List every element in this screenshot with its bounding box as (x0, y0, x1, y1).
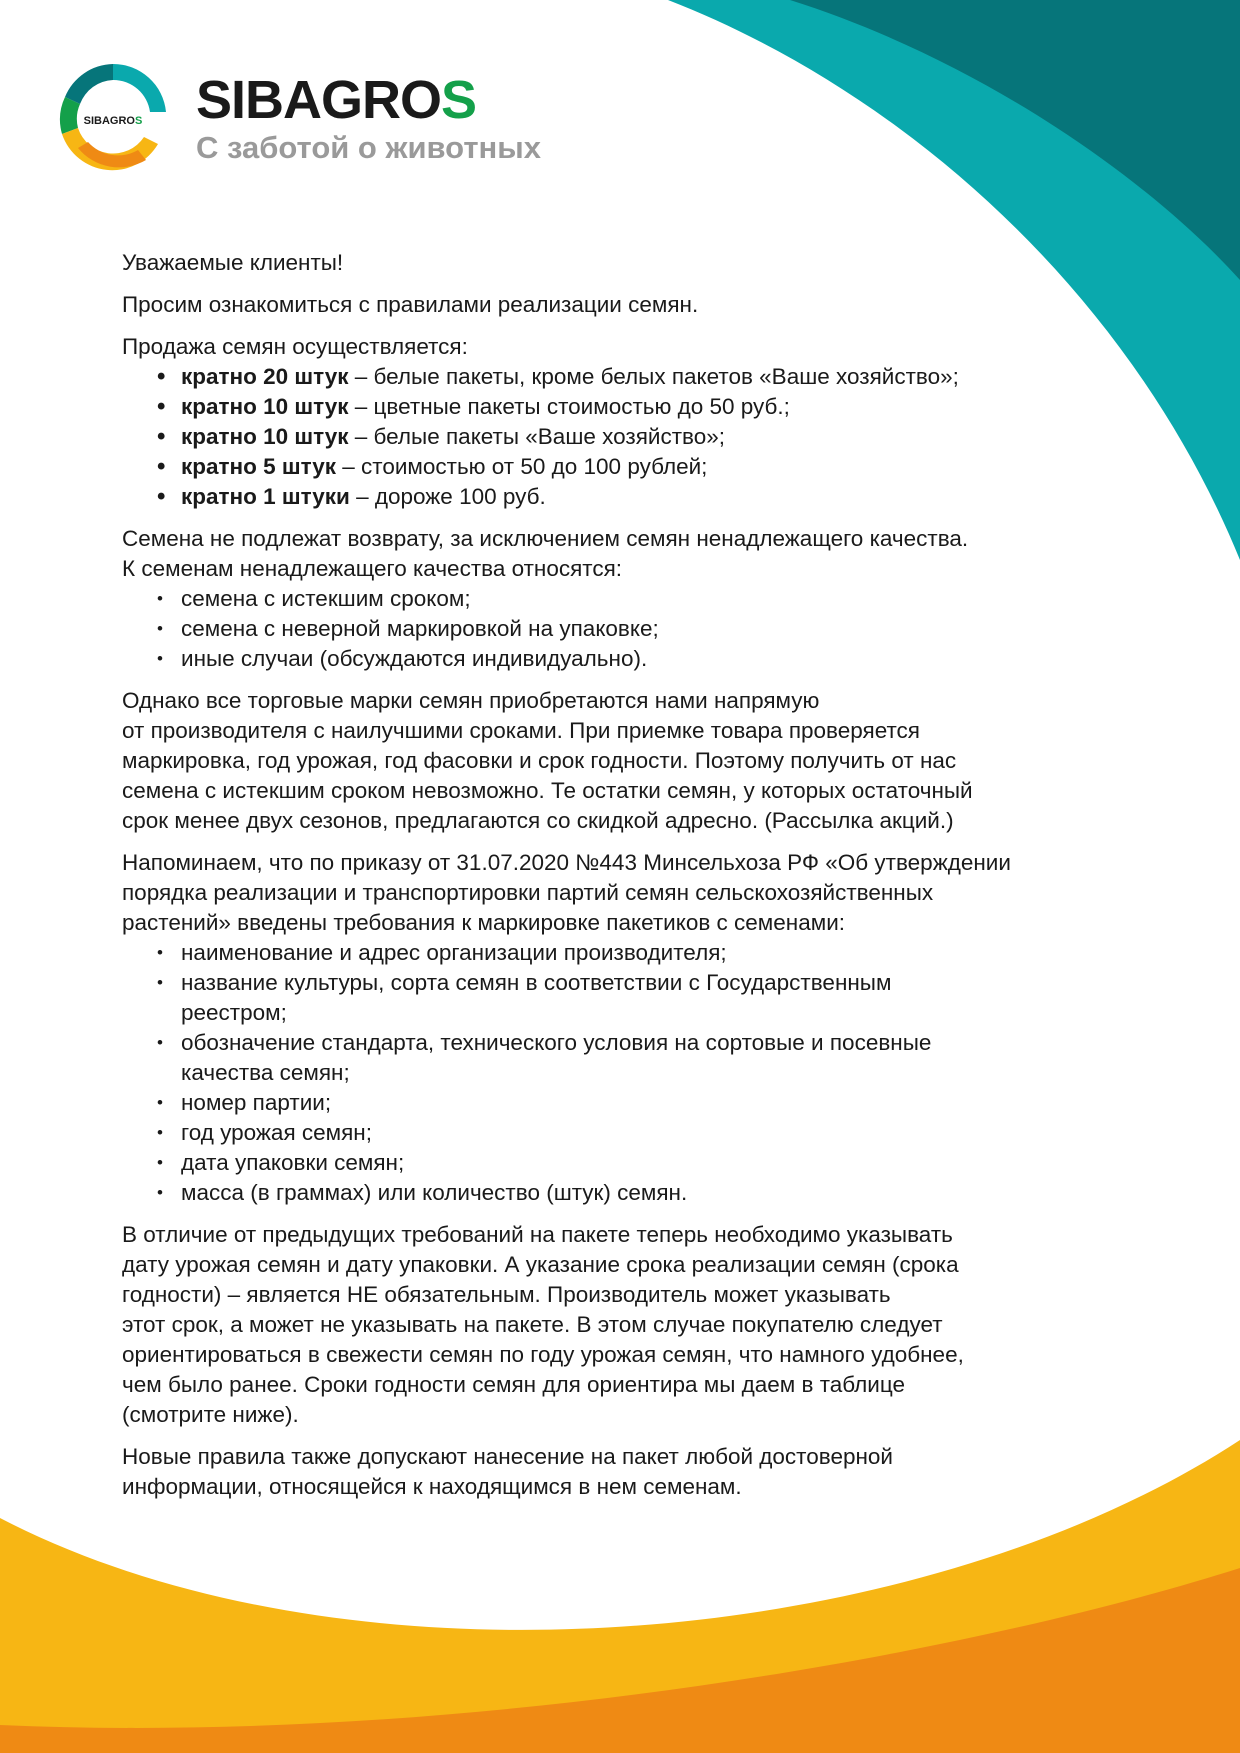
labeling-item: • номер партии; (181, 1088, 1122, 1118)
greeting: Уважаемые клиенты! (122, 250, 344, 275)
sale-rules-list (122, 362, 1122, 512)
svg-text:SIBAGROS (84, 115, 143, 127)
supply-line: семена с истекшим сроком невозможно. Те остатки семян, у которых остаточный (122, 778, 973, 803)
sale-rule-item (181, 362, 1122, 392)
intro-text: Просим ознакомиться с правилами реализации семян. (122, 292, 699, 317)
supply-line: маркировка, год урожая, год фасовки и срок годности. Поэтому получить от нас (122, 748, 957, 773)
brand-name (196, 70, 541, 130)
sale-rule-quantity: кратно 1 штуки (181, 484, 350, 509)
labeling-item: • наименование и адрес организации производителя; (181, 938, 1122, 968)
labeling-item: • масса (в граммах) или количество (штук) семян. (181, 1178, 1122, 1208)
sibagros-logo (58, 62, 168, 172)
new-rules-line: Новые правила также допускают нанесение на пакет любой достоверной (122, 1444, 893, 1469)
defect-list (122, 584, 1122, 674)
logo-text-main: SIBAGRO (83, 115, 135, 127)
labeling-item: • год урожая семян; (181, 1118, 1122, 1148)
sale-rule-quantity: кратно 20 штук (181, 364, 349, 389)
labeling-item-line: качества семян; (181, 1060, 350, 1085)
difference-line: В отличие от предыдущих требований на пакете теперь необходимо указывать (122, 1222, 953, 1247)
sale-rule-item (181, 422, 1122, 452)
brand-block (196, 70, 541, 166)
difference-line: ориентироваться в свежести семян по году урожая семян, что намного удобнее, (122, 1342, 964, 1367)
order-line: Напоминаем, что по приказу от 31.07.2020 №443 Минсельхоза РФ «Об утверждении (122, 850, 1011, 875)
labeling-item (181, 968, 1122, 1028)
difference-line: дату урожая семян и дату упаковки. А указание срока реализации семян (срока (122, 1252, 959, 1277)
supply-line: Однако все торговые марки семян приобретаются нами напрямую (122, 688, 820, 713)
supply-line: срок менее двух сезонов, предлагаются со скидкой адресно. (Рассылка акций.) (122, 808, 954, 833)
sale-heading: Продажа семян осуществляется: (122, 334, 468, 359)
sale-rule-quantity: кратно 5 штук (181, 454, 336, 479)
sale-rule-text: – стоимостью от 50 до 100 рублей; (336, 454, 708, 479)
sale-rule-item (181, 452, 1122, 482)
defect-item: • иные случаи (обсуждаются индивидуально). (181, 644, 1122, 674)
brand-name-accent: S (441, 70, 477, 130)
labeling-item-line: обозначение стандарта, технического условия на сортовые и посевные (181, 1030, 932, 1055)
supply-paragraph (122, 686, 1122, 836)
sale-rule-item (181, 392, 1122, 422)
labeling-item-line: реестром; (181, 1000, 287, 1025)
defect-item: • семена с истекшим сроком; (181, 584, 1122, 614)
sale-rule-text: – белые пакеты, кроме белых пакетов «Ваше хозяйство»; (348, 364, 959, 389)
page-header (58, 62, 658, 174)
difference-line: годности) – является НЕ обязательным. Производитель может указывать (122, 1282, 891, 1307)
sale-rule-text: – дороже 100 руб. (349, 484, 546, 509)
letter-body (122, 248, 1122, 1514)
new-rules-paragraph (122, 1442, 1122, 1502)
supply-line: от производителя с наилучшими сроками. При приемке товара проверяется (122, 718, 920, 743)
order-paragraph (122, 848, 1122, 938)
sale-rule-item (181, 482, 1122, 512)
difference-paragraph (122, 1220, 1122, 1430)
sale-rule-text: – цветные пакеты стоимостью до 50 руб.; (348, 394, 790, 419)
brand-name-main: SIBAGRO (196, 70, 442, 130)
new-rules-line: информации, относящейся к находящимся в нем семенам. (122, 1474, 742, 1499)
sale-rule-quantity: кратно 10 штук (181, 394, 349, 419)
order-line: порядка реализации и транспортировки партий семян сельскохозяйственных (122, 880, 934, 905)
sale-rule-text: – белые пакеты «Ваше хозяйство»; (348, 424, 725, 449)
defect-heading: К семенам ненадлежащего качества относятся: (122, 556, 623, 581)
brand-tagline: С заботой о животных (196, 130, 541, 165)
order-line: растений» введены требования к маркировке пакетиков с семенами: (122, 910, 846, 935)
labeling-item-line: название культуры, сорта семян в соответствии с Государственным (181, 970, 892, 995)
difference-line: чем было ранее. Сроки годности семян для ориентира мы даем в таблице (122, 1372, 905, 1397)
return-policy-line: Семена не подлежат возврату, за исключением семян ненадлежащего качества. (122, 526, 969, 551)
labeling-item: • дата упаковки семян; (181, 1148, 1122, 1178)
difference-line: (смотрите ниже). (122, 1402, 299, 1427)
labeling-item (181, 1028, 1122, 1088)
labeling-requirements-list (122, 938, 1122, 1208)
difference-line: этот срок, а может не указывать на пакете. В этом случае покупателю следует (122, 1312, 943, 1337)
logo-text-accent: S (135, 115, 143, 127)
sale-rule-quantity: кратно 10 штук (181, 424, 349, 449)
defect-item: • семена с неверной маркировкой на упаковке; (181, 614, 1122, 644)
